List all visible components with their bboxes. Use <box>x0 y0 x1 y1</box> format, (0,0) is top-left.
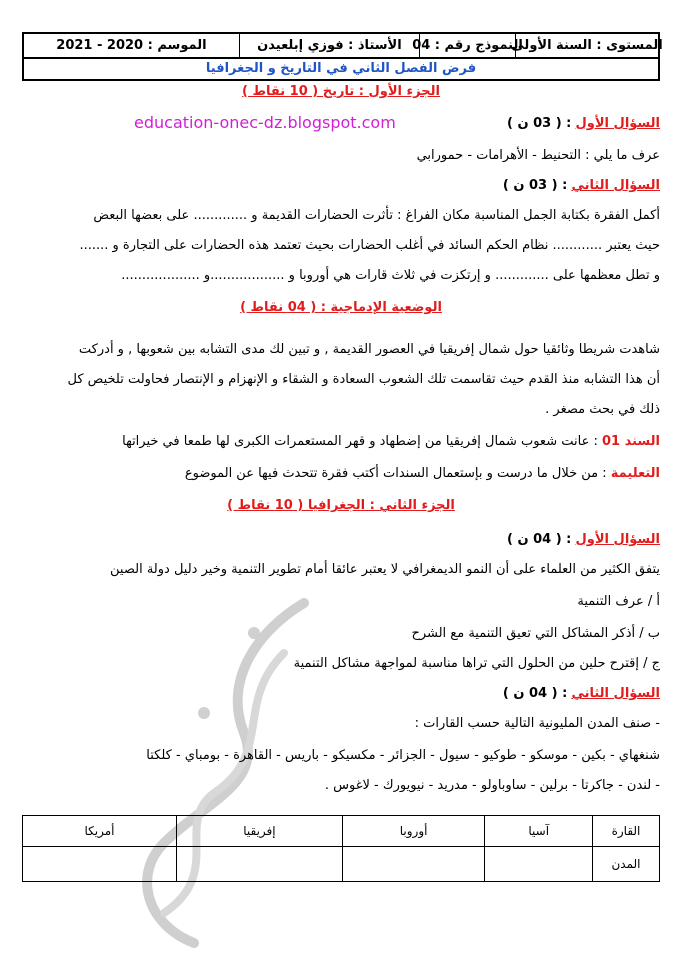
geography-q2-text: - صنف المدن المليونية التالية حسب القارات : <box>414 716 660 731</box>
integration-line3: ذلك في بحث مصغر . <box>545 402 660 417</box>
cities-line1: شنغهاي - بكين - موسكو - طوكيو - سيول - الجزائر - مكسيكو - باريس - القاهرة - بومباي - كلكتا <box>146 748 660 763</box>
exam-page <box>22 28 663 883</box>
column-africa: إفريقيا <box>177 816 343 847</box>
integration-line2: أن هذا التشابه منذ القدم حيث تقاسمت تلك الشعوب السعادة و الشقاء و الإنهزام و الإنتصار فحاولت تلخيص كل <box>67 372 660 387</box>
row-header-continent: القارة <box>593 816 660 847</box>
row-header-cities: المدن <box>593 847 660 882</box>
cities-table <box>22 815 660 882</box>
cell-europe[interactable] <box>342 847 485 882</box>
blog-url[interactable]: education-onec-dz.blogspot.com <box>134 113 396 132</box>
history-q1-title: السؤال الأول : ( 03 ن ) <box>506 116 660 131</box>
instruction: التعليمة : من خلال ما درست و بإستعمال السندات أكتب فقرة تتحدث فيها عن الموضوع <box>184 466 660 481</box>
integration-heading: الوضعية الإدماجية : ( 04 نقاط ) <box>240 300 442 315</box>
geography-q1-a: أ / عرف التنمية <box>577 594 660 609</box>
geography-q1-title: السؤال الأول : ( 04 ن ) <box>506 532 660 547</box>
teacher-cell: الأستاذ : فوزي إبلعيدن <box>239 34 419 57</box>
cell-america[interactable] <box>23 847 177 882</box>
geography-q1-b: ب / أذكر المشاكل التي تعيق التنمية مع الشرح <box>411 626 660 641</box>
geography-heading: الجزء الثاني : الجغرافيا ( 10 نقاط ) <box>227 498 455 513</box>
exam-title: فرض الفصل الثاني في التاريخ و الجغرافيا <box>22 59 660 81</box>
column-asia: آسيا <box>485 816 593 847</box>
history-q2-line1: أكمل الفقرة بكتابة الجمل المناسبة مكان الفراغ : تأثرت الحضارات القديمة و ............. على بعضها البعض <box>93 208 660 223</box>
cell-africa[interactable] <box>177 847 343 882</box>
geography-q1-intro: يتفق الكثير من العلماء على أن النمو الديمغرافي لا يعتبر عائقا أمام تطوير التنمية وخير دليل دولة الصين <box>110 562 660 577</box>
column-america: أمريكا <box>23 816 177 847</box>
history-q1-text: عرف ما يلي : التحنيط - الأهرامات - حمورابي <box>416 148 660 163</box>
geography-q2-title: السؤال الثاني : ( 04 ن ) <box>502 686 660 701</box>
season-cell: الموسم : 2020 - 2021 <box>56 38 207 53</box>
history-q2-line3: و تطل معظمها على ............. و إرتكزت في ثلاث قارات هي أوروبا و ..................و ................... <box>121 268 660 283</box>
cities-line2: - لندن - جاكرتا - برلين - ساوباولو - مدريد - نيويورك - لاغوس . <box>324 778 660 793</box>
level-cell: المستوى : السنة الأولى <box>515 34 658 57</box>
exam-header <box>22 32 663 59</box>
model-cell: النموذج رقم : 04 <box>419 34 515 57</box>
history-q2-line2: حيث يعتبر ............ نظام الحكم السائد في أغلب الحضارات بحيث تعتمد هذه الحضارات على التجارة و ....... <box>79 238 660 253</box>
integration-line1: شاهدت شريطا وثائقيا حول شمال إفريقيا في العصور القديمة , و تبين لك مدى التشابه بين شعوبها , و أدركت <box>78 342 660 357</box>
document-01: السند 01 : عانت شعوب شمال إفريقيا من إضطهاد و قهر المستعمرات الكبرى لها طمعا في خيراتها <box>122 434 660 449</box>
table-row <box>23 816 660 847</box>
table-row <box>23 847 660 882</box>
cell-asia[interactable] <box>485 847 593 882</box>
column-europe: أوروبا <box>342 816 485 847</box>
history-q2-title: السؤال الثاني : ( 03 ن ) <box>502 178 660 193</box>
history-heading: الجزء الأول : تاريخ ( 10 نقاط ) <box>242 84 440 99</box>
geography-q1-c: ج / إقترح حلين من الحلول التي تراها مناسبة لمواجهة مشاكل التنمية <box>293 656 660 671</box>
